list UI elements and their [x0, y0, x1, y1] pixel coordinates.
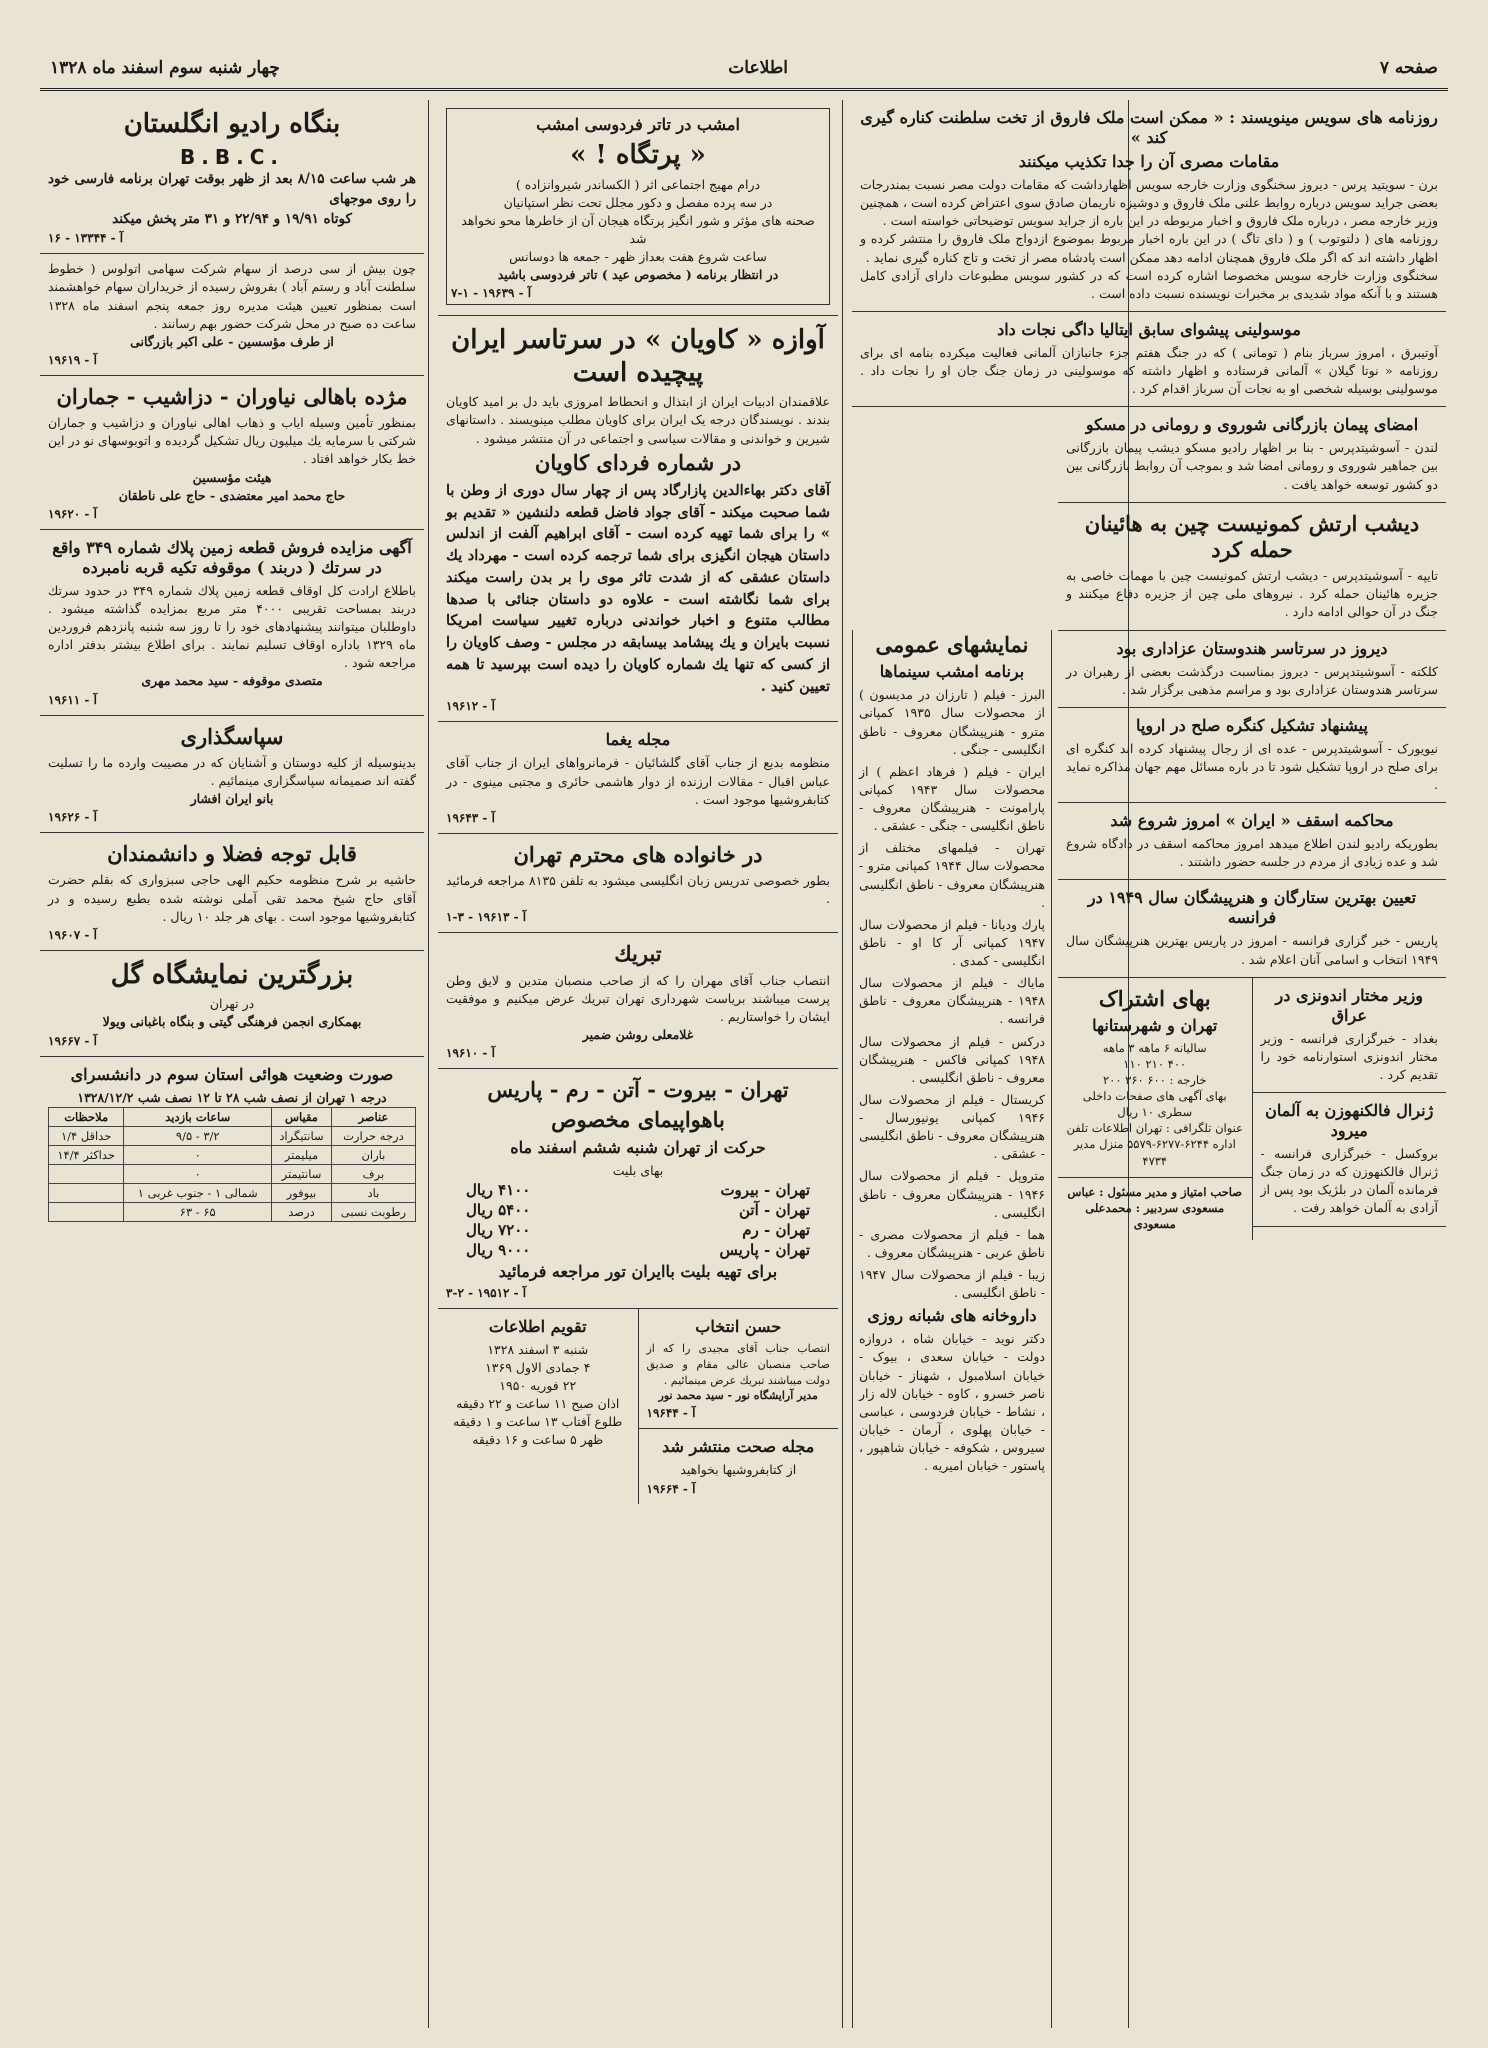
published-body: از کتابفروشیها بخواهید [680, 1462, 797, 1478]
calendar-line: طلوع آفتاب ۱۳ ساعت و ۱ دقیقه [453, 1414, 623, 1430]
kaviyan-body: علاقمندان ادبیات ایران از ابتذال و انحطاط امروزی باید دل بر امید کاویان بندند . نویسندگان درجه یک ایران برای کاویان مطلب مینویسند . داستانهای شیرین و خواندنی و مقالات سیاسی و اجتماعی در آن منتشر میشود . [446, 394, 830, 446]
thanks-sign: بانو ایران افشار [190, 791, 274, 806]
ad-code: آ - ۱۹۶۱۹ [48, 352, 97, 367]
scholars-body: حاشیه بر شرح منظومه حکیم الهی حاجی سبزواری که بقلم حضرت آقای حاج شیخ محمد تقی آملی نوشته شده بطبع رسیده و در کتابفروشیها موجود است . بهای هر جلد ۱۰ ریال . [48, 872, 416, 924]
niavaran-title: مژده باهالی نیاوران - دزاشیب - جماران [56, 383, 408, 409]
ad-code: آ - ۱۹۶۴۳ [446, 810, 495, 825]
congrats-body: انتصاب جناب آقای مهران را که از صاحب منصبان متدین و لایق وطن پرست میباشند بریاست شهرداری تهران تبریك عرض میکنیم و موفقیت ایشان را خواستاریم . [446, 972, 830, 1024]
price-row [446, 1180, 830, 1200]
subheadline: مقامات مصری آن را جدا تکذیب میکنند [1018, 152, 1280, 171]
thanks-title: سپاسگذاری [180, 723, 284, 749]
weather-row [49, 1145, 416, 1164]
weather-table [48, 1107, 416, 1222]
weather-cell: ۶۵ - ۶۳ [124, 1202, 272, 1221]
ad-scholars [40, 833, 424, 951]
price: ۹۰۰۰ ریال [466, 1240, 531, 1259]
good-choice-title: حسن انتخاب [695, 1316, 782, 1336]
ad-flowers [40, 951, 424, 1057]
ad-code: آ - ۱۹۶۱۲ [446, 699, 495, 714]
ad-code: آ - ۱۹۵۱۲ - ۲-۳ [446, 1285, 527, 1300]
column-rule [842, 100, 843, 2028]
calendar [438, 1309, 638, 1458]
notice-body: چون بیش از سی درصد از سهام شرکت سهامی اتولوس ( خطوط سلطنت آباد و رستم آباد ) بفروش رسیده از خریداران سهام خواهشمند است بمنظور تعیین هیئت مدیره روز جمعه پنجم اسفند ماه ۱۳۲۸ ساعت ده صبح در محل شرکت حضور بهم رسانند . [48, 261, 416, 331]
theater-line: ساعت شروع هفت بعداز ظهر - جمعه ها دوسانس [509, 249, 767, 264]
ad-families [438, 834, 838, 934]
weather-header-row [49, 1107, 416, 1126]
weather-cell [49, 1164, 124, 1183]
cinema-listing: درکس - فیلم از محصولات سال ۱۹۴۸ کمپانی فاکس - هنرپیشگان معروف - ناطق انگلیسی . [859, 1033, 1045, 1085]
article-body: بروکسل - خبرگزاری فرانسه - ژنرال فالکنهوزن که در زمان جنگ فرمانده آلمان در بلژیک بود پس از آزادی به آلمان خواهد رفت . [1260, 1146, 1438, 1216]
headline: ژنرال فالکنهوزن به آلمان میرود [1265, 1101, 1434, 1140]
bbc-line: کوتاه ۱۹/۹۱ و ۲۲/۹۴ و ۳۱ متر پخش میکند [112, 211, 352, 227]
flight-title: تهران - بیروت - آتن - رم - پاریس [487, 1077, 789, 1102]
ad-code: آ - ۱۹۶۲۰ [48, 506, 97, 521]
weather-cell: باران [331, 1145, 415, 1164]
theater-line: صحنه های مؤثر و شور انگیز پرتگاه هیجان آن از خاطرها محو نخواهد شد [461, 212, 815, 246]
office-address: عنوان تلگرافی : تهران اطلاعات تلفن اداره ۶۲۴۴-۶۲۷۷-۵۵۷۹ منزل مدیر ۴۷۳۴ [1066, 1121, 1243, 1168]
scholars-title: قابل توجه فضلا و دانشمندان [107, 841, 357, 867]
weather-cell: ۰ [124, 1145, 272, 1164]
notice-sign: از طرف مؤسسین - علی اکبر بازرگانی [130, 333, 334, 349]
yaghma-title: مجله یغما [605, 730, 671, 750]
subscription-row: ۴۰۰ ۲۱۰ ۱۱۰ [1123, 1056, 1187, 1071]
ad-good-choice [639, 1309, 839, 1430]
weather-header: ملاحظات [49, 1107, 124, 1126]
ad-bbc [40, 100, 424, 254]
article-body: بغداد - خبرگزاری فرانسه - وزیر مختار اندونزی استوارنامه خود را تقدیم کرد . [1260, 1030, 1438, 1082]
cinema-listing: متروپل - فیلم از محصولات سال ۱۹۴۶ - هنرپیشگان معروف - ناطق انگلیسی . [859, 1168, 1045, 1220]
ad-thanks [40, 716, 424, 834]
subscription-head: ساليانه ۶ ماهه ۳ ماهه [1102, 1040, 1207, 1055]
owner-text: صاحب امتیاز و مدیر مسئول : عباس مسعودی سردبیر : محمدعلی مسعودی [1067, 1184, 1243, 1231]
bbc-title: بنگاه رادیو انگلستان [123, 109, 341, 139]
cinema-listing: البرز - فیلم ( تارزان در مدیسون ) از محصولات سال ۱۹۳۵ کمپانی مترو - هنرپیشگان معروف - ناطق انگلیسی - جنگی . [859, 687, 1045, 757]
good-choice-body: انتصاب جناب آقای مجیدی را که از صاحب منصبان عالی مقام و صدیق دولت میباشند تبریك عرض مینمائیم . [646, 1341, 830, 1387]
article-body: پاریس - خبر گزاری فرانسه - امروز در پاریس بهترین هنرپیشگان سال ۱۹۴۹ انتخاب و اسامی آنان اعلام شد . [1066, 933, 1438, 967]
congrats-sign: غلامعلی روشن ضمیر [582, 1026, 694, 1042]
flowers-title: بزرگترین نمایشگاه گل [110, 959, 354, 990]
ad-code: آ - ۱۹۶۰۷ [48, 927, 97, 942]
headline: دیشب ارتش کمونیست چین به هائینان حمله کرد [1084, 510, 1420, 562]
article-body: لندن - آسوشیتدپرس - بنا بر اظهار رادیو مسکو دیشب پیمان بازرگانی بین جماهیر شوروی و رومانی امضا شد و بموجب آن روابط بازرگانی بین دو کشور توسعه خواهد یافت . [1066, 440, 1438, 492]
column-2 [438, 100, 838, 2028]
weather-cell: حداقل ۱/۴ [49, 1126, 124, 1145]
ad-notice [40, 254, 424, 376]
paper-name: اطلاعات [728, 58, 788, 78]
headline: تعیین بهترین ستارگان و هنرپیشگان سال ۱۹۴۹ در فرانسه [1087, 888, 1417, 928]
theater-line: درام مهیج اجتماعی اثر ( الکساندر شیروانزاده ) [515, 176, 761, 192]
weather-cell: برف [331, 1164, 415, 1183]
families-title: در خانواده های محترم تهران [513, 841, 763, 867]
subscription-note: بهای آگهی های صفحات داخلی سطری ۱۰ ریال [1082, 1089, 1227, 1120]
auction-body: باطلاع ارادت کل اوقاف قطعه زمین پلاك شماره ۳۴۹ در حدود سرتك دربند بمساحت تقریبی ۴۰۰۰ متر مربع بمزایده گذاشته میشود . داوطلبان میتوانند پیشنهادهای خود را تا روز سه شنبه پانزدهم فروردین ماه ۱۳۲۹ باداره اوقاف تسلیم نمایند . برای اطلاع بیشتر بدفتر اداره مراجعه شود . [48, 582, 416, 671]
pharmacy-list: دکتر نوید - خیابان شاه ، دروازه دولت - خیابان سعدی ، بیوک - خیابان اسلامبول ، شهناز - خیابان ناصر خسرو ، کاوه - خیابان لاله زار ، نشاط - خیابان فردوسی ، عباسی - خیابان پهلوی ، آرمان - خیابان سیروس ، شکوفه - خیابان شاهپور ، پاستور - خیابان امیریه . [859, 1331, 1045, 1474]
ad-code: آ - ۱۹۶۱۰ [446, 1046, 495, 1060]
section-title: نمایشهای عمومی [875, 632, 1029, 657]
kaviyan-title: آوازه « کاویان » در سرتاسر ایران پیچیده است [451, 325, 825, 388]
flight-sub: باهواپیمای مخصوص [551, 1107, 725, 1133]
weather-cell: بیوفور [272, 1183, 332, 1202]
bbc-line: هر شب ساعت ۸/۱۵ بعد از ظهر بوقت تهران برنامه فارسی خود را روی موجهای [48, 170, 416, 207]
page-number: صفحه ۷ [1379, 58, 1438, 78]
cinema-listing: مایاك - فیلم از محصولات سال ۱۹۴۸ - هنرپیشگان معروف - ناطق فرانسه . [859, 975, 1045, 1027]
route: تهران - رم [742, 1220, 810, 1239]
weather-cell: باد [331, 1183, 415, 1202]
article-hainan [1058, 503, 1446, 631]
kaviyan-tomorrow-body: آقای دکتر بهاءالدین پازارگاد پس از چهار سال دوری از وطن با شما صحبت میکند - آقای جواد فاضل قطعه دلنشین « تقدیم بو » را برای شما تهیه کرده است - آقای ابراهیم آلفت از اندلس داستان هیجان انگیزی برای شما ترجمه کرده است - مهرداد یك داستان عشقی که از شدت تاثر موی را بر بدن راست میکند برای شما نگاشته است - علاوه دو داستان جنائی با صدها مطالب متنوع و اخبار خواندنی درباره تغییر سیاست امریکا نسبت بایران و یك پیشامد بیسابقه در مجلس - وصف کاویان را از کسی که تنها یك شماره کاویان را دیده است بپرسید تا همه تعیین کنید . [446, 481, 830, 695]
headline: وزیر مختار اندونزی در عراق [1275, 985, 1423, 1025]
ad-niavaran [40, 376, 424, 530]
pharmacy-title: داروخانه های شبانه روزی [867, 1306, 1037, 1326]
column-4 [40, 100, 424, 2028]
price: ۴۱۰۰ ریال [466, 1180, 531, 1199]
route: تهران - آتن [739, 1200, 810, 1219]
issue-date: چهار شنبه سوم اسفند ماه ۱۳۲۸ [50, 58, 280, 78]
price: ۷۲۰۰ ریال [466, 1220, 531, 1239]
ad-code: آ - ۱۹۶۴۴ [646, 1406, 696, 1421]
flowers-line: در تهران [209, 996, 255, 1012]
congrats-title: تبریك [614, 941, 662, 967]
calendar-line: اذان صبح ۱۱ ساعت و ۲۲ دقیقه [456, 1396, 620, 1411]
cinema-listing: تهران - فیلمهای مختلف از محصولات سال ۱۹۴۴ کمپانی مترو - هنرپیشگان معروف - ناطق انگلیسی . [859, 840, 1045, 910]
bbc-latin: B.B.C. [180, 144, 284, 169]
article-body: روزنامه های ( دلتوتوب ) و ( دای تاگ ) در این باره اخبار مربوط بموضوع ازدواج ملک فاروق را منتشر کرده و اظهار داشته اند که اگر ملک فاروق همچنان ادامه دهد ممکن است پادشاه مصر از تخت و تاج کناره گیری نماید . [860, 231, 1438, 265]
ad-flight [438, 1069, 838, 1309]
weather-cell [49, 1183, 124, 1202]
weather-cell: درصد [272, 1202, 332, 1221]
article-artists [1058, 880, 1446, 977]
price-label: بهای بلیت [612, 1162, 664, 1178]
article-body: نیویورک - آسوشیتدپرس - عده ای از رجال پیشنهاد کرده اند کنگره ای برای صلح در اروپا تشکیل شود تا در باره مسائل مهم جهان مذاکره نماید . [1066, 740, 1438, 792]
ad-yaghma [438, 722, 838, 833]
weather-box [40, 1057, 424, 1230]
weather-title: صورت وضعیت هوائی استان سوم در دانشسرای [70, 1064, 394, 1084]
weather-cell: حداکثر ۱۴/۴ [49, 1145, 124, 1164]
weather-header: ساعات بازدید [124, 1107, 272, 1126]
thanks-body: بدینوسیله از کلیه دوستان و آشنایان که در مصیبت وارده ما را تسلیت گفته اند صمیمانه سپاسگزاری مینمائیم . [48, 754, 416, 788]
route: تهران - پاریس [719, 1240, 810, 1259]
cinemas-title: برنامه امشب سینماها [879, 662, 1025, 682]
weather-row [49, 1183, 416, 1202]
weather-cell: شمالی ۱ - جنوب غربی ۱ [124, 1183, 272, 1202]
niavaran-sign-title: هیئت مؤسسین [192, 469, 272, 485]
weather-row [49, 1164, 416, 1183]
price-row [446, 1200, 830, 1220]
article-mussolini [852, 312, 1446, 407]
article-body: بطوریکه رادیو لندن اطلاع میدهد امروز محاکمه اسقف در دادگاه شروع شد و عده زیادی از مردم در جلسه حضور داشتند . [1066, 836, 1438, 870]
article-europe [1058, 708, 1446, 803]
weather-cell: سانتیمتر [272, 1164, 332, 1183]
ad-code: آ - ۱۹۶۶۴ [646, 1481, 696, 1496]
subscription-box [1058, 978, 1252, 1178]
ad-auction [40, 530, 424, 716]
niavaran-body: بمنظور تأمین وسیله ایاب و ذهاب اهالی نیاوران و دزاشیب و جماران شرکتی با سرمایه یك میلیون ریال تشکیل گردیده و اتوبوسهای نو در این خط بکار خواهد افتاد . [48, 415, 416, 467]
calendar-line: ۲۲ فوریه ۱۹۵۰ [499, 1377, 577, 1393]
calendar-line: ۴ جمادی الاول ۱۳۶۹ [485, 1359, 591, 1375]
flowers-line: بهمکاری انجمن فرهنگی گیتی و بنگاه باغبانی ویولا [102, 1014, 362, 1030]
ad-code: آ - ۱۹۶۶۷ [48, 1033, 97, 1048]
weather-cell: ۰ [124, 1164, 272, 1183]
theater-top: امشب در تاتر فردوسی امشب [536, 115, 740, 134]
kaviyan-tomorrow-title: در شماره فردای کاویان [534, 449, 742, 475]
subscription-row: خارجه : ۶۰۰ ۳۶۰ ۲۰۰ [1102, 1073, 1207, 1088]
subscription-title: بهای اشتراک [1098, 985, 1211, 1011]
headline: پیشنهاد تشکیل کنگره صلح در اروپا [1136, 715, 1368, 735]
cinema-listing: ایران - فیلم ( فرهاد اعظم ) از محصولات سال ۱۹۴۳ کمپانی پارامونت - هنرپیشگان معروف - ناطق انگلیسی - جنگی - عشقی . [859, 763, 1045, 834]
headline: روزنامه های سویس مینویسند : « ممکن است ملک فاروق از تخت سلطنت کناره گیری کند » [860, 108, 1438, 147]
price-row [446, 1240, 830, 1260]
theater-line: در سه پرده مفصل و دکور مجلل تحت نظر استپانیان [503, 194, 773, 210]
headline: امضای پیمان بازرگانی شوروی و رومانی در مسکو [1085, 415, 1419, 435]
article-body: آوتیبرق ، امروز سرباز بنام ( تومانی ) که در جنگ هفتم جزء جانبازان آلمانی فعالیت میکرده بنامه ای برای روزنامه « نوتا گیلان » آلمانی فرستاده و اظهار داشته که موسولینی در زمان جنگ جان او را نجات داد . موسولینی بوسیله شخصی او به نجات آن سرباز اقدام کرد . [860, 344, 1438, 397]
ad-code: آ - ۱۹۶۱۱ [48, 692, 97, 707]
good-choice-sign: مدیر آرایشگاه نور - سید محمد نور [658, 1389, 818, 1403]
families-body: بطور خصوصی تدریس زبان انگلیسی میشود به تلفن ۸۱۳۵ مراجعه فرمائید . [446, 873, 830, 907]
weather-cell: درجه حرارت [331, 1126, 415, 1145]
weather-header: مقیاس [272, 1107, 332, 1126]
route: تهران - بیروت [720, 1180, 810, 1199]
column-rule [428, 100, 429, 2028]
article-body: سخنگوی وزارت خارجه سویس مخصوصا اشاره کرده است که در کشور سویس مطبوعات دارای آزادی کامل هستند و با آنکه مواد شدیدی بر مخبرات نویسنده نسبت داده است . [860, 267, 1438, 301]
ad-code: آ - ۱۳۳۴۴ - ۱۶ [48, 231, 124, 246]
ad-kaviyan [438, 316, 838, 722]
ad-theater [438, 100, 838, 316]
article-body: تایپه - آسوشیتدپرس - دیشب ارتش کمونیست چین با مهمات خاصی به جزیره هائینان حمله کرد . نیروهای ملی چین از جزیره دفاع میکنند و جنگ در آن حوالی ادامه دارد . [1066, 568, 1438, 620]
owner-line [1058, 1178, 1252, 1240]
article-switzerland [852, 100, 1446, 312]
cinema-listing: پارك ودیانا - فیلم از محصولات سال ۱۹۴۷ کمپانی آر کا او - ناطق انگلیسی - کمدی . [859, 916, 1045, 968]
article-moscow [1058, 407, 1446, 502]
article-body: کلکته - آسوشیتدپرس - دیروز بمناسبت درگذشت بعضی از رهبران در سرتاسر هندوستان عزاداری بود و مراسم مذهبی برگزار شد . [1066, 663, 1438, 697]
page-header [40, 52, 1448, 91]
cinema-column [852, 630, 1052, 2028]
theater-line: در انتظار برنامه ( مخصوص عید ) تاتر فردوسی باشید [497, 267, 779, 283]
headline: موسولینی پیشوای سابق ایتالیا داگی نجات داد [997, 319, 1301, 339]
article-germany [1253, 1093, 1447, 1227]
auction-title: آگهی مزایده فروش قطعه زمین پلاك شماره ۳۴۹ واقع در سرتك ( دربند ) موقوفه تکیه قربه نامبرده [52, 537, 412, 577]
theater-title: « پرتگاه ! » [570, 140, 706, 170]
published-title: مجله صحت منتشر شد [662, 1437, 815, 1457]
ad-code: آ - ۱۹۶۲۶ [48, 810, 97, 825]
price: ۵۴۰۰ ریال [466, 1200, 531, 1219]
ad-code: آ - ۱۹۶۳۹ - ۱-۷ [451, 286, 532, 301]
weather-cell: رطوبت نسبی [331, 1202, 415, 1221]
cinema-listing: زیبا - فیلم از محصولات سال ۱۹۴۷ - ناطق انگلیسی . [859, 1267, 1045, 1301]
ad-published [639, 1429, 839, 1503]
calendar-line: ظهر ۵ ساعت و ۱۶ دقیقه [472, 1432, 604, 1448]
calendar-line: شنبه ۳ اسفند ۱۳۲۸ [487, 1341, 589, 1357]
ad-code: آ - ۱۹۶۱۳ - ۳-۱ [446, 910, 527, 925]
weather-cell [49, 1202, 124, 1221]
flight-depart: حرکت از تهران شنبه ششم اسفند ماه [510, 1137, 766, 1157]
weather-line: درجه ۱ تهران از نصف شب ۲۸ تا ۱۲ نصف شب ۱۳۲۸/۱۲/۲ [77, 1089, 387, 1105]
weather-header: عناصر [331, 1107, 415, 1126]
price-row [446, 1220, 830, 1240]
flight-cta: برای تهیه بلیت باایران تور مراجعه فرمائید [498, 1261, 778, 1281]
weather-cell: میلیمتر [272, 1145, 332, 1164]
article-mourning [1058, 631, 1446, 708]
cinema-listing: کریستال - فیلم از محصولات سال ۱۹۴۶ کمپانی یونیورسال - هنرپیشگان معروف - ناطق انگلیسی - عشقی . [859, 1091, 1045, 1162]
weather-cell: سانتیگراد [272, 1126, 332, 1145]
weather-row [49, 1126, 416, 1145]
cinema-listing: هما - فیلم از محصولات مصری - ناطق عربی - هنرپیشگان معروف . [859, 1226, 1045, 1260]
niavaran-sign: حاج محمد امیر معتضدی - حاج علی ناطقان [118, 487, 346, 503]
auction-sign: متصدی موقوفه - سید محمد مهری [141, 673, 323, 689]
weather-row [49, 1202, 416, 1221]
headline: محاکمه اسقف « ایران » امروز شروع شد [1110, 811, 1394, 831]
subscription-sub: تهران و شهرستانها [1092, 1015, 1218, 1035]
headline: دیروز در سرتاسر هندوستان عزاداری بود [1116, 638, 1388, 658]
ad-congrats [438, 933, 838, 1069]
calendar-title: تقویم اطلاعات [488, 1316, 587, 1336]
article-trial [1058, 803, 1446, 880]
article-body: برن - سویتید پرس - دیروز سخنگوی وزارت خارجه سویس اظهارداشت که مقامات دولت مصر نسبت بمندرجات بعضی جراید سویس درباره روابط علنی ملک فاروق و دوشیزه ناریمان صادق سوی اعتراض کرده است ، همچنین وزیر خارجه مصر ، درباره ملک فاروق و اخبار مربوطه در این باره از جراید سویس توضیحاتی خواسته است . [860, 177, 1438, 229]
article-iraq [1253, 978, 1447, 1093]
yaghma-body: منظومه بدیع از جناب آقای گلشائیان - فرمانرواهای ایران از جناب آقای عباس اقبال - مقالات ارزنده از دوار هاشمی حائری و مجتبی مینوی - در کتابفروشیها موجود است . [446, 755, 830, 807]
weather-cell: ۳/۲ - ۹/۵ [124, 1126, 272, 1145]
